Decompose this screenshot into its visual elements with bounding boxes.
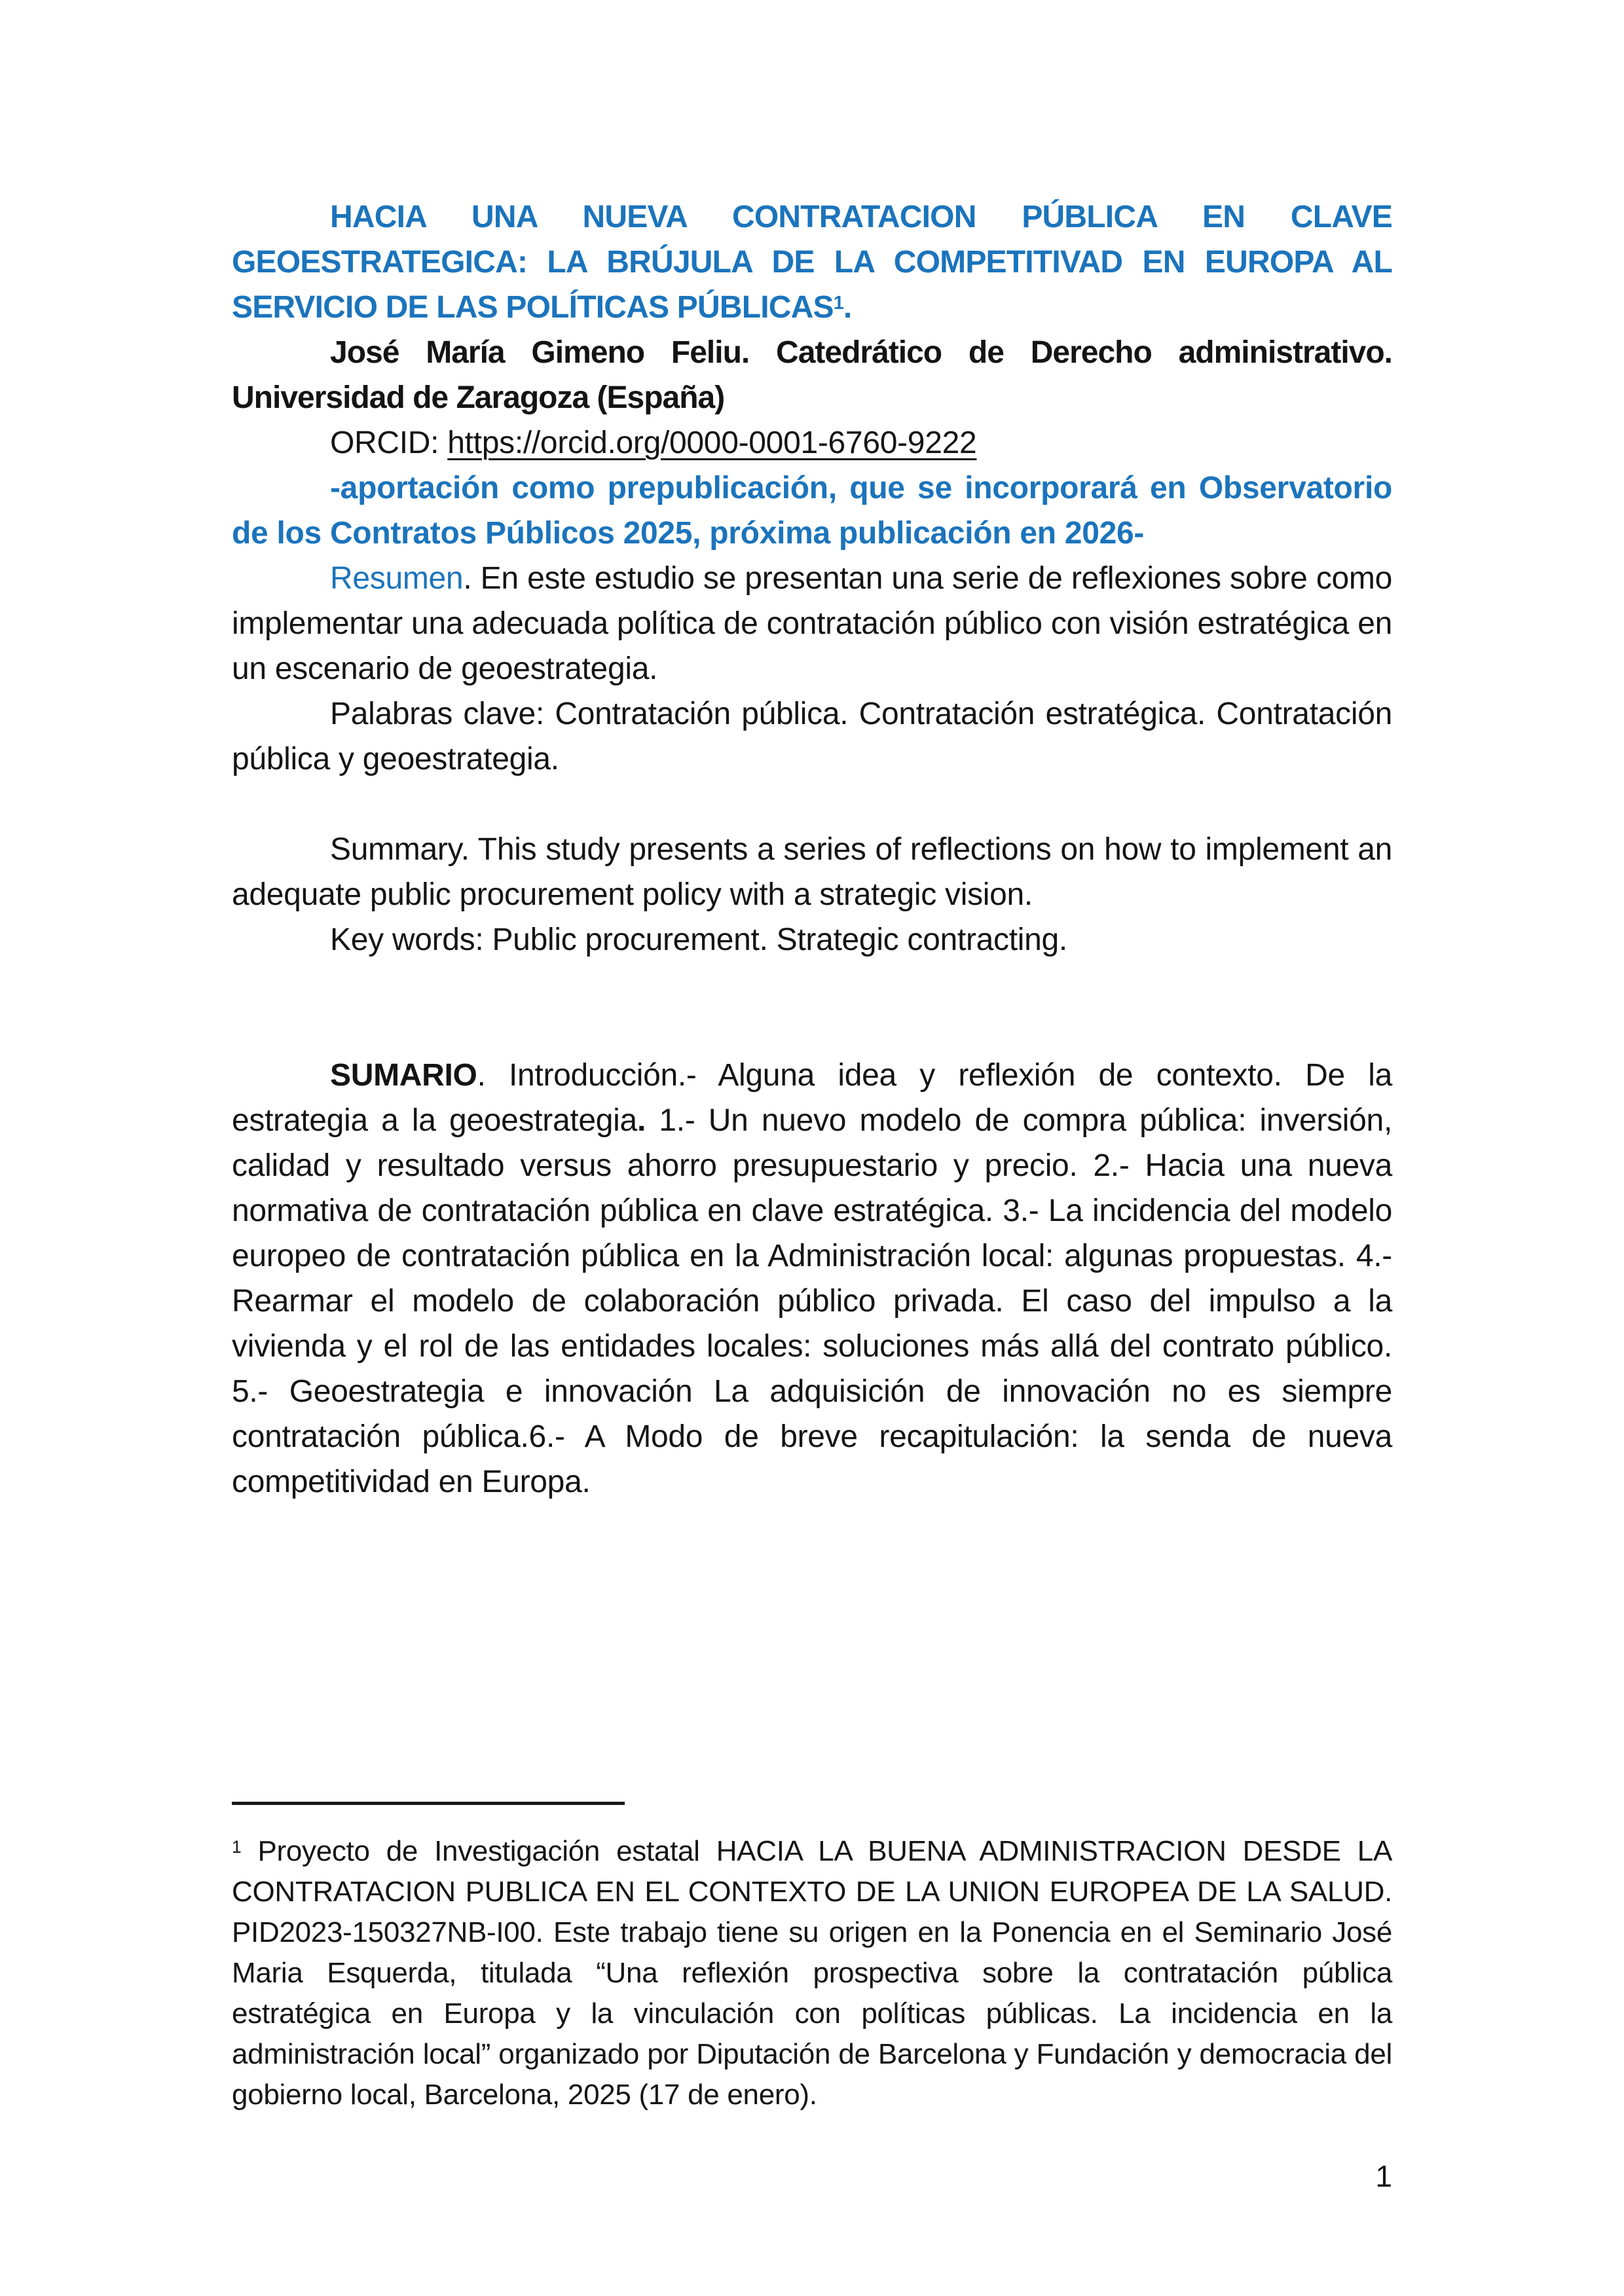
prepublication-note: -aportación como prepublicación, que se incorporará en Observatorio de los Contratos Públicos 2025, próxima publicación en 2026- bbox=[232, 471, 1392, 551]
footnote bbox=[232, 1831, 1392, 2115]
paper-title-period: . bbox=[843, 290, 852, 325]
sumario-label: SUMARIO bbox=[330, 1058, 477, 1093]
page-number: 1 bbox=[1375, 2159, 1392, 2193]
resumen-body: . En este estudio se presentan una serie de reflexiones sobre como implementar una adecuada política de contratación público con visión estratégica en un escenario de geoestrategia. bbox=[232, 561, 1392, 686]
orcid-line bbox=[232, 420, 1392, 465]
keywords-es: Palabras clave: Contratación pública. Contratación estratégica. Contratación pública y geoestrategia. bbox=[232, 697, 1392, 776]
author-line: José María Gimeno Feliu. Catedrático de Derecho administrativo. Universidad de Zaragoza (España) bbox=[232, 335, 1392, 415]
footnote-text: Proyecto de Investigación estatal HACIA LA BUENA ADMINISTRACION DESDE LA CONTRATACION PUBLICA EN EL CONTEXTO DE LA UNION EUROPEA DE LA SALUD. PID2023-150327NB-I00. Este trabajo tiene su origen en la Ponencia en el Seminario José Maria Esquerda, titulada “Una reflexión prospectiva sobre la contratación pública estratégica en Europa y la vinculación con políticas públicas. La incidencia en la administración local” organizado por Diputación de Barcelona y Fundación y democracia del gobierno local, Barcelona, 2025 (17 de enero). bbox=[232, 1835, 1392, 2111]
orcid-link[interactable]: https://orcid.org/0000-0001-6760-9222 bbox=[447, 426, 977, 460]
paper-title-text: HACIA UNA NUEVA CONTRATACION PÚBLICA EN CLAVE GEOESTRATEGICA: LA BRÚJULA DE LA COMPETITIVAD EN EUROPA AL SERVICIO DE LAS POLÍTICAS PÚBLICAS bbox=[232, 200, 1392, 325]
title-footnote-ref: 1 bbox=[833, 293, 843, 314]
footnote-area bbox=[232, 1802, 1392, 2115]
sumario-part1: . Introducción.- Alguna idea y reflexión de contexto. De la estrategia a la geoestrategia bbox=[232, 1058, 1392, 1138]
abstract-es bbox=[232, 556, 1392, 691]
footnote-ref: 1 bbox=[232, 1837, 242, 1857]
sumario-part2: 1.- Un nuevo modelo de compra pública: inversión, calidad y resultado versus ahorro presupuestario y precio. 2.- Hacia una nueva normativa de contratación pública en clave estratégica. 3.- La incidencia del modelo europeo de contratación pública en la Administración local: algunas propuestas. 4.- Rearmar el modelo de colaboración público privada. El caso del impulso a la vivienda y el rol de las entidades locales: soluciones más allá del contrato público. 5.- Geoestrategia e innovación La adquisición de innovación no es siempre contratación pública.6.- A Modo de breve recapitulación: la senda de nueva competitividad en Europa. bbox=[232, 1103, 1392, 1499]
sumario bbox=[232, 1053, 1392, 1504]
keywords-en: Key words: Public procurement. Strategic contracting. bbox=[330, 922, 1067, 957]
abstract-en: Summary. This study presents a series of reflections on how to implement an adequate public procurement policy with a strategic vision. bbox=[232, 832, 1392, 912]
footnote-separator bbox=[232, 1802, 625, 1805]
sumario-bold-period: . bbox=[637, 1103, 646, 1138]
main-text bbox=[232, 194, 1392, 1504]
resumen-lead: Resumen bbox=[330, 561, 464, 596]
paper-title bbox=[232, 194, 1392, 330]
orcid-label: ORCID: bbox=[330, 426, 448, 460]
